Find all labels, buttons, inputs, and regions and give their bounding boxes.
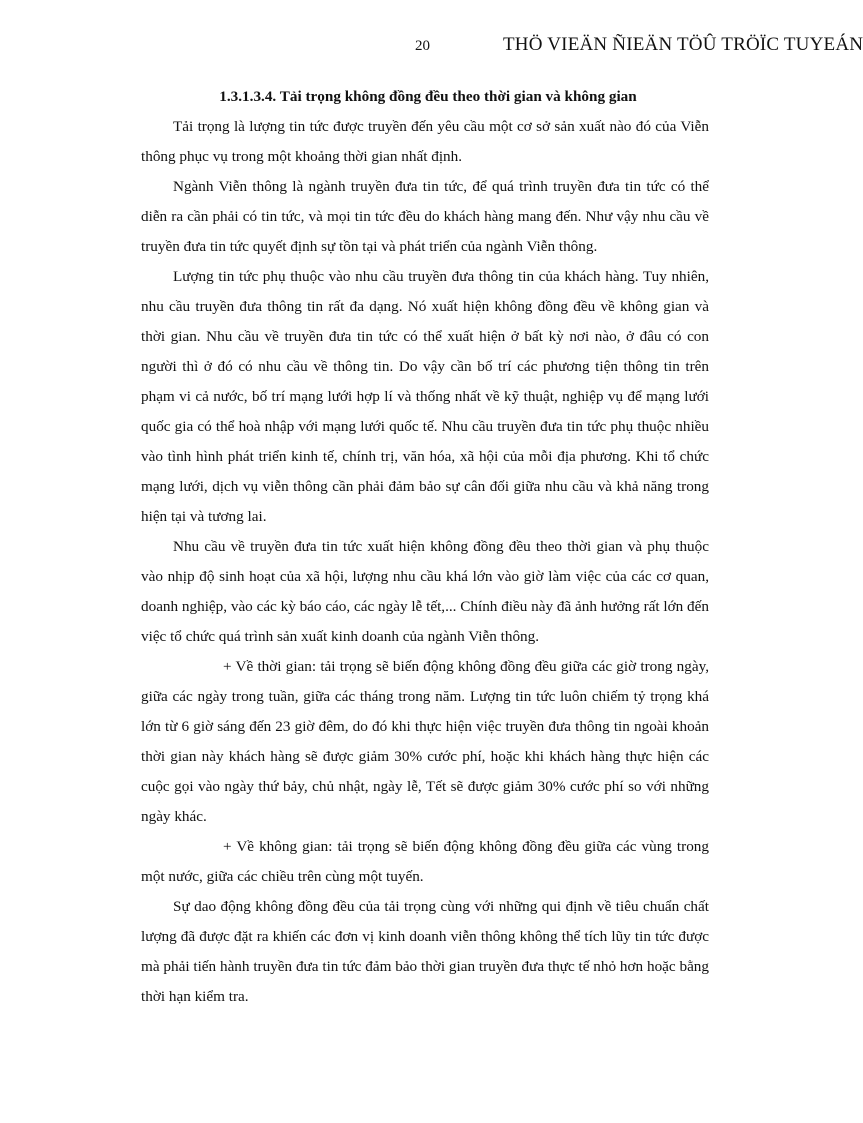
paragraph-space-bullet: + Về không gian: tải trọng sẽ biến động không đồng đều giữa các vùng trong một nước, giữa các chiều trên cùng một tuyến.: [141, 838, 709, 885]
page-number: 20: [415, 38, 430, 54]
document-body: [141, 82, 709, 1012]
paragraph-time-variation: Nhu cầu về truyền đưa tin tức xuất hiện không đồng đều theo thời gian và phụ thuộc vào nhịp độ sinh hoạt của xã hội, lượng nhu cầu khá lớn vào giờ làm việc của các cơ quan, doanh nghiệp, vào các kỳ báo cáo, các ngày lễ tết,... Chính điều này đã ảnh hưởng rất lớn đến việc tổ chức quá trình sản xuất kinh doanh của ngành Viễn thông.: [141, 538, 709, 645]
paragraph-demand: Lượng tin tức phụ thuộc vào nhu cầu truyền đưa thông tin của khách hàng. Tuy nhiên, nhu cầu truyền đưa thông tin rất đa dạng. Nó xuất hiện không đồng đều về không gian và thời gian. Nhu cầu về truyền đưa tin tức có thể xuất hiện ở bất kỳ nơi nào, ở đâu có con người thì ở đó có nhu cầu về thông tin. Do vậy cần bố trí các phương tiện thông tin trên phạm vi cả nước, bố trí mạng lưới hợp lí và thống nhất về kỹ thuật, nghiệp vụ để mạng lưới quốc gia có thể hoà nhập với mạng lưới quốc tế. Nhu cầu truyền đưa tin tức phụ thuộc nhiều vào tình hình phát triển kinh tế, chính trị, văn hóa, xã hội của mỗi địa phương. Khi tổ chức mạng lưới, dịch vụ viễn thông cần phải đảm bảo sự cân đối giữa nhu cầu và khả năng trong hiện tại và tương lai.: [141, 268, 709, 525]
section-heading: 1.3.1.3.4. Tải trọng không đồng đều theo thời gian và không gian: [219, 88, 637, 105]
paragraph-time-bullet: + Về thời gian: tải trọng sẽ biến động không đồng đều giữa các giờ trong ngày, giữa các ngày trong tuần, giữa các tháng trong năm. Lượng tin tức luôn chiếm tỷ trọng khá lớn từ 6 giờ sáng đến 23 giờ đêm, do đó khi thực hiện việc truyền đưa thông tin ngoài khoản thời gian này khách hàng sẽ được giảm 30% cước phí, hoặc khi khách hàng thực hiện các cuộc gọi vào ngày thứ bảy, chủ nhật, ngày lễ, Tết sẽ được giảm 30% cước phí so với những ngày khác.: [141, 658, 709, 825]
page-header: [0, 34, 863, 60]
paragraph-conclusion: Sự dao động không đồng đều của tải trọng cùng với những qui định về tiêu chuẩn chất lượng đã được đặt ra khiến các đơn vị kinh doanh viễn thông không thể tích lũy tin tức được mà phải tiến hành truyền đưa tin tức đảm bảo thời gian truyền đưa thực tế nhỏ hơn hoặc bằng thời hạn kiểm tra.: [141, 898, 709, 1005]
library-watermark: THÖ VIEÄN ÑIEÄN TÖÛ TRÖÏC TUYEÁN: [503, 34, 863, 55]
paragraph-definition: Tải trọng là lượng tin tức được truyền đến yêu cầu một cơ sở sản xuất nào đó của Viễn thông phục vụ trong một khoảng thời gian nhất định.: [141, 118, 709, 165]
paragraph-industry: Ngành Viễn thông là ngành truyền đưa tin tức, để quá trình truyền đưa tin tức có thể diễn ra cần phải có tin tức, và mọi tin tức đều do khách hàng mang đến. Như vậy nhu cầu về truyền đưa tin tức quyết định sự tồn tại và phát triển của ngành Viễn thông.: [141, 178, 709, 255]
